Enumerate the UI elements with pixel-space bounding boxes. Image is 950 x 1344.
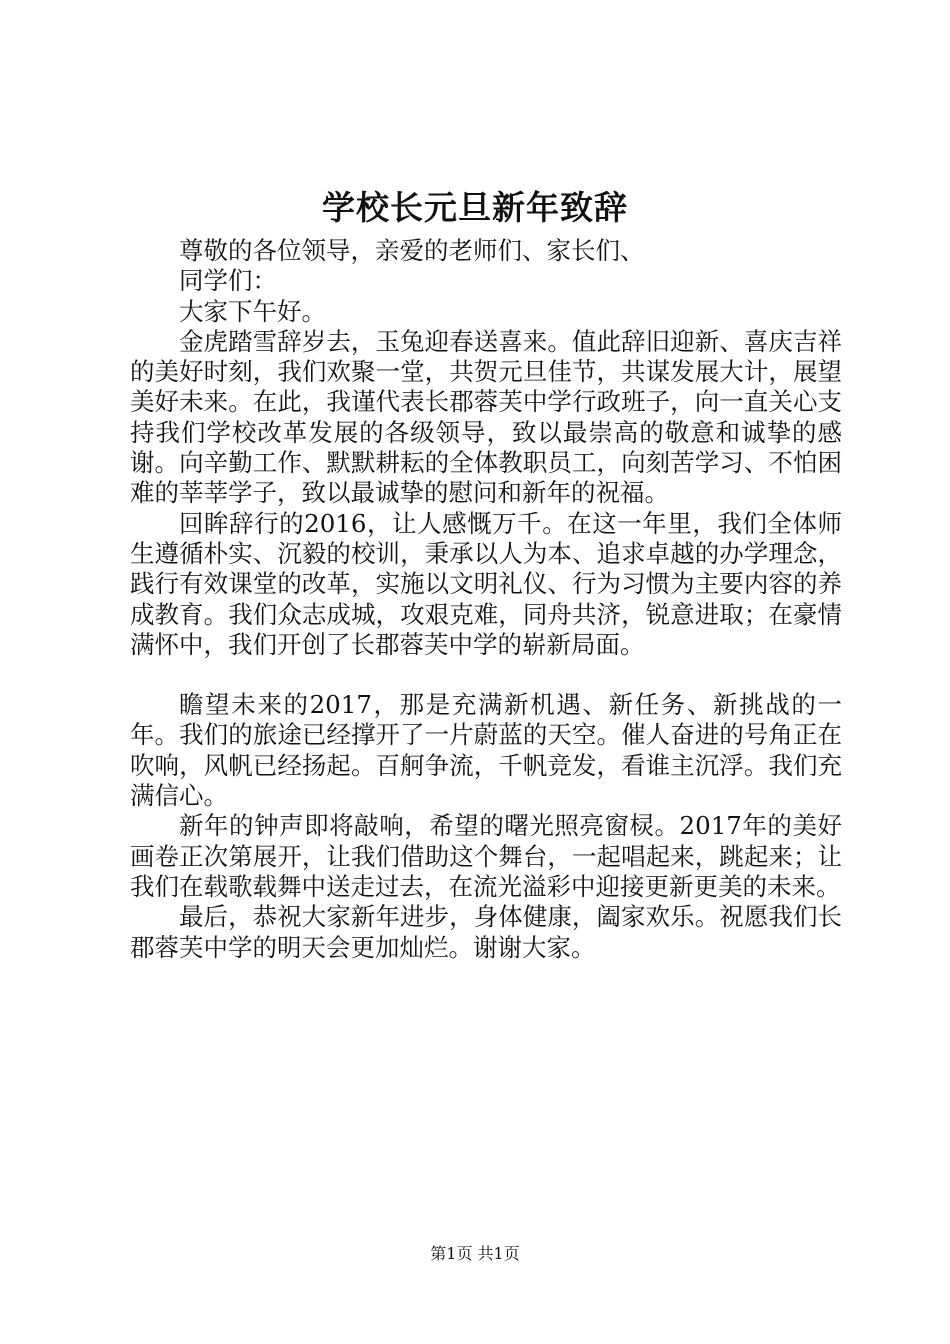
greeting: 大家下午好。 — [179, 296, 326, 326]
paragraph-opening: 金虎踏雪辞岁去，玉兔迎春送喜来。值此辞旧迎新、喜庆吉祥的美好时刻，我们欢聚一堂，共贺元旦佳节，共谋发展大计，展望美好未来。在此，我谨代表长郡蓉芙中学行政班子，向一直关心支持我们学校改革发展的各级领导，致以最崇高的敬意和诚挚的感谢。向辛勤工作、默默耕耘的全体教职员工，向刻苦学习、不怕困难的莘莘学子，致以最诚挚的慰问和新年的祝福。 — [130, 326, 842, 508]
document-body — [130, 236, 842, 963]
paragraph-spacer — [130, 660, 842, 690]
paragraph-new-year: 新年的钟声即将敲响，希望的曙光照亮窗棂。2017年的美好画卷正次第展开，让我们借助这个舞台，一起唱起来，跳起来；让我们在载歌载舞中送走过去，在流光溢彩中迎接更新更美的未来。 — [130, 811, 842, 901]
paragraph-outlook-2017: 瞻望未来的2017，那是充满新机遇、新任务、新挑战的一年。我们的旅途已经撑开了一片蔚蓝的天空。催人奋进的号角正在吹响，风帆已经扬起。百舸争流，千帆竞发，看谁主沉浮。我们充满信心。 — [130, 690, 842, 811]
paragraph-closing: 最后，恭祝大家新年进步，身体健康，阖家欢乐。祝愿我们长郡蓉芙中学的明天会更加灿烂。谢谢大家。 — [130, 902, 842, 962]
salutation-line-1: 尊敬的各位领导，亲爱的老师们、家长们、 — [179, 236, 645, 265]
salutation-line-2: 同学们： — [179, 266, 277, 296]
paragraph-review-2016: 回眸辞行的2016，让人感慨万千。在这一年里，我们全体师生遵循朴实、沉毅的校训，秉承以人为本、追求卓越的办学理念，践行有效课堂的改革，实施以文明礼仪、行为习惯为主要内容的养成教育。我们众志成城，攻艰克难，同舟共济，锐意进取；在豪情满怀中，我们开创了长郡蓉芙中学的崭新局面。 — [130, 508, 842, 659]
page-footer: 第1页 共1页 — [430, 1244, 520, 1263]
document-title: 学校长元旦新年致辞 — [322, 188, 628, 227]
